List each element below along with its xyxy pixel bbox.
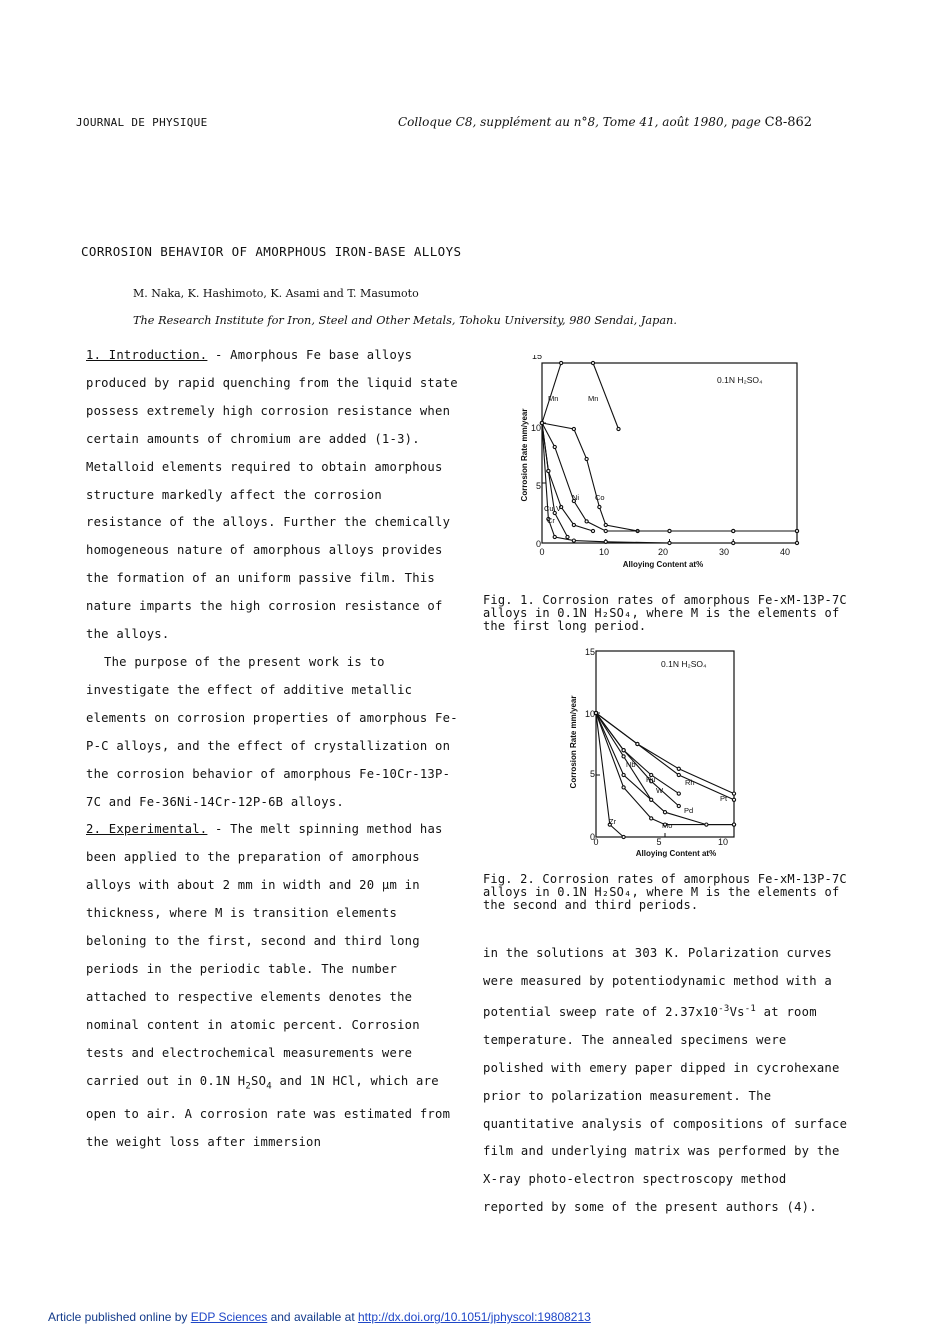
f1-point-ni-3-4 <box>604 529 607 532</box>
f1-xtick-20: 20 <box>657 547 669 557</box>
f1-label-mn1: Mn <box>548 394 559 403</box>
f1-label-v: V <box>556 504 562 513</box>
f2-series-w-3 <box>596 713 679 806</box>
f2-point-pt-7-3 <box>732 792 735 795</box>
figure-1-chart <box>505 355 805 575</box>
paper-authors: M. Naka, K. Hashimoto, K. Asami and T. Masumoto <box>133 287 419 300</box>
f1-label-cu: Cu <box>544 504 554 513</box>
f1-point-ni-3-7 <box>795 529 798 532</box>
f2-point-pd-2-4 <box>732 823 735 826</box>
f1-point-co-2-1 <box>572 427 575 430</box>
f1-ytick-0: 0 <box>535 539 541 549</box>
f2-ytick-5: 5 <box>589 769 595 779</box>
f2-ytick-10: 10 <box>584 709 595 719</box>
experimental-paragraph: 2. Experimental. - The melt spinning method has been applied to the preparation of amorphous alloys with about 2 mm in width and 20 µm in thickness, where M is transition elements beloning to the first, second and third long periods in the periodic table. The number attached to respective elements denotes the nominal content in atomic percent. Corrosion tests and electrochemical measurements were carried out in 0.1N $H_2SO_4$ and 1N HCl, which are open to air. A corrosion rate was estimated from the weight loss after immersion <box>86 822 451 1149</box>
f1-ytick-10: 10 <box>530 423 541 433</box>
f2-xtick-10: 10 <box>717 837 729 847</box>
f1-series-ni-3 <box>542 423 797 531</box>
f2-ytick-0: 0 <box>589 832 595 842</box>
f2-point-rh-6-2 <box>677 773 680 776</box>
f1-series-co-2 <box>542 423 797 531</box>
f2-point-nb-5-1 <box>622 755 625 758</box>
experimental-heading: 2. Experimental. <box>86 822 208 837</box>
f1-point-cr-6-4 <box>604 540 607 543</box>
figure-1-caption: Fig. 1. Corrosion rates of amorphous Fe-xM-13P-7C alloys in 0.1N H₂SO₄, where M is the elements of the first long period. <box>483 593 847 634</box>
f1-solution: 0.1N H₂SO₄ <box>717 375 763 385</box>
f1-xtick-30: 30 <box>718 547 730 557</box>
purpose-paragraph: The purpose of the present work is to investigate the effect of additive metallic elements on corrosion properties of amorphous Fe-P-C alloys, and the effect of crystallization on the corrosion behavior of amorphous Fe-10Cr-13P-7C and Fe-36Ni-14Cr-12P-6B alloys. <box>86 654 458 809</box>
f2-xlabel: Alloying Content at% <box>635 849 717 858</box>
right-column <box>483 940 853 1222</box>
page-number: C8-862 <box>764 115 813 130</box>
f1-point-cr-6-5 <box>668 541 671 544</box>
f2-label-mo: Mo <box>662 821 673 830</box>
f1-point-cr-6-6 <box>732 541 735 544</box>
f1-xlabel: Alloying Content at% <box>622 560 704 569</box>
f2-label-w: W <box>656 786 664 795</box>
f2-point-ru-4-3 <box>677 792 680 795</box>
f1-point-v-5-1 <box>547 469 550 472</box>
f2-point-pd-2-1 <box>622 773 625 776</box>
paper-title: CORROSION BEHAVIOR OF AMORPHOUS IRON-BASE ALLOYS <box>81 244 462 259</box>
figure-2-chart <box>566 647 786 862</box>
f2-label-pt: Pt <box>720 794 728 803</box>
f2-xtick-5: 5 <box>656 837 662 847</box>
f2-point-rh-6-3 <box>732 798 735 801</box>
f1-point-cr-6-2 <box>553 535 556 538</box>
f2-xtick-0: 0 <box>593 837 599 847</box>
f2-point-ru-4-1 <box>622 749 625 752</box>
doi-link[interactable]: http://dx.doi.org/10.1051/jphyscol:19808213 <box>357 1310 591 1324</box>
f1-point-v-5-3 <box>566 535 569 538</box>
f1-point-ni-3-1 <box>553 445 556 448</box>
f1-point-ni-3-6 <box>732 529 735 532</box>
f1-point-cu-4-3 <box>572 523 575 526</box>
f2-ytick-15: 15 <box>584 647 595 657</box>
f2-label-pd: Pd <box>684 806 694 815</box>
f2-series-rh-6 <box>596 713 734 800</box>
f1-label-cr: Cr <box>547 516 555 525</box>
journal-name: JOURNAL DE PHYSIQUE <box>76 116 208 129</box>
f2-point-nb-5-2 <box>650 798 653 801</box>
methods-paragraph: in the solutions at 303 K. Polarization curves were measured by potentiodynamic method with a potential sweep rate of $2.37x10^{-3}Vs^{-1}$ at room temperature. The annealed specimens were polished with emery paper dipped in cycrohexane prior to polarization measurement. The quantitative analysis of compositions of surface film and underlying matrix was performed by the X-ray photo-electron spectroscopy method reported by some of the present authors (4). <box>483 946 848 1215</box>
f2-point-zr-0-2 <box>622 835 625 838</box>
f1-point-cr-6-3 <box>572 539 575 542</box>
f1-xtick-40: 40 <box>779 547 791 557</box>
f1-ytick-15: 15 <box>531 355 542 361</box>
f1-series-cr-6 <box>542 423 797 543</box>
f2-point-pt-7-2 <box>677 767 680 770</box>
edp-link[interactable]: EDP Sciences <box>190 1310 268 1324</box>
f2-series-ru-4 <box>596 713 679 794</box>
left-column <box>86 342 461 1157</box>
f1-ylabel: Corrosion Rate mm/year <box>520 408 529 502</box>
f2-label-zr: Zr <box>609 817 617 826</box>
f1-label-mn2: Mn <box>588 394 599 403</box>
f1-point-mn-1-0 <box>591 361 594 364</box>
f1-label-co: Co <box>595 493 605 502</box>
f2-point-w-3-3 <box>677 804 680 807</box>
f2-label-nb: Nb <box>626 760 636 769</box>
f1-series-mn-0 <box>542 363 561 423</box>
f2-label-ru: Ru <box>646 775 656 784</box>
f2-series-mo-1 <box>596 713 734 825</box>
f2-point-pd-2-2 <box>663 811 666 814</box>
f1-point-mn-1-1 <box>617 427 620 430</box>
f1-point-cr-6-7 <box>795 541 798 544</box>
f1-point-co-2-2 <box>585 457 588 460</box>
figure-2-caption: Fig. 2. Corrosion rates of amorphous Fe-xM-13P-7C alloys in 0.1N H₂SO₄, where M is the elements of the second and third periods. <box>483 872 847 913</box>
f2-point-mo-1-2 <box>650 817 653 820</box>
f1-point-co-2-4 <box>604 523 607 526</box>
colloque-text: Colloque C8, supplément au n°8, Tome 41, août 1980, page <box>398 115 761 129</box>
paper-affiliation: The Research Institute for Iron, Steel and Other Metals, Tohoku University, 980 Sendai, Japan. <box>133 314 677 327</box>
f1-xtick-0: 0 <box>539 547 545 557</box>
intro-paragraph: 1. Introduction. - Amorphous Fe base alloys produced by rapid quenching from the liquid state possess extremely high corrosion resistance when certain amounts of chromium are added (1-3). Metalloid elements required to obtain amorphous structure markedly affect the corrosion resistance of the alloys. Further the chemically homogeneous nature of amorphous alloys provides the formation of an uniform passive film. This nature imparts the high corrosion resistance of the alloys. <box>86 348 458 642</box>
f2-point-pt-7-1 <box>636 742 639 745</box>
f2-solution: 0.1N H₂SO₄ <box>661 659 707 669</box>
figure-2 <box>566 647 786 862</box>
f1-point-ni-3-3 <box>585 520 588 523</box>
f1-point-cu-4-4 <box>591 529 594 532</box>
f1-point-mn-0-1 <box>560 361 563 364</box>
f2-series-pt-7 <box>596 713 734 794</box>
colloque-info <box>398 115 812 130</box>
f2-label-rh: Rh <box>685 778 695 787</box>
figure-1 <box>505 355 805 575</box>
footer: Article published online by EDP Sciences and available at http://dx.doi.org/10.1051/jphyscol:19808213 <box>48 1310 591 1324</box>
f1-ytick-5: 5 <box>535 481 541 491</box>
f1-point-ni-3-5 <box>668 529 671 532</box>
f2-ylabel: Corrosion Rate mm/year <box>569 695 578 789</box>
f2-point-mo-1-1 <box>622 786 625 789</box>
f1-xtick-10: 10 <box>598 547 610 557</box>
f1-point-co-2-3 <box>598 505 601 508</box>
intro-heading: 1. Introduction. <box>86 348 208 362</box>
f1-label-ni: Ni <box>572 493 580 502</box>
f2-point-pd-2-3 <box>705 823 708 826</box>
